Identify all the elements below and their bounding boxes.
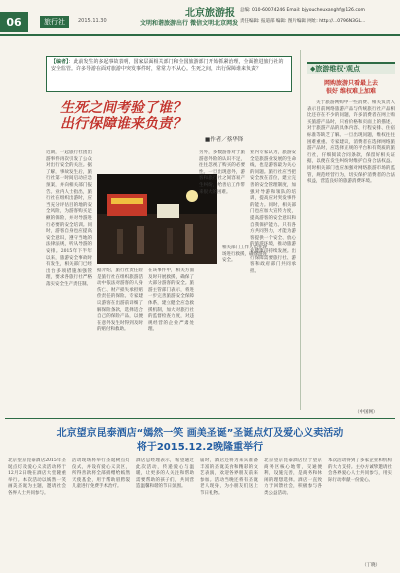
header-contact: 总编: 010-60074246 Email: bjyoucheuxanghf@126.com xyxy=(240,8,365,13)
section-label: 旅行社 xyxy=(40,16,69,28)
header-editors: 责任编辑: 报道部 编辑: 图片编辑 网址: http://...0796N3GL... xyxy=(240,19,366,24)
bottom-column-5: 北京望京昆泰酒店位于望京商务区核心地带，交通便利，设施完善，是商务和休闲的理想选择。酒店一直致力于回馈社会，积极参与各类公益活动。 xyxy=(264,458,322,496)
bottom-headline-2: 将于2015.12.2晚隆重举行 xyxy=(136,442,264,453)
column-divider xyxy=(300,50,301,410)
page-header xyxy=(0,4,400,46)
editors-note-text: ：此前发生的多起事故表明，国家层面相关部门和全国旅游部门开始抓紧治理，全面推进旅行社的安全监管。许多导游在面对旅游中突发事件时，常常力不从心。生死之间，出行保障谁来负责？ xyxy=(51,59,284,72)
article-author: ■作者／蔡华锋 xyxy=(205,137,244,143)
article-column-3: 在该事件中，相关方面及时开展救援，确保了大部分游客的安全。旅游主管部门表示，将进一步完善旅游安全保障体系，建立健全应急救援机制，加大对旅行社的监督检查力度，对违规经营的企业严肃处理。 xyxy=(148,268,194,333)
bottom-source: （丁晓） xyxy=(362,563,380,568)
article-column-1: 近期，一起旅行社团出游事件再次引发了公众对出行安全的关注。据了解，事故发生后，旅行社第一时间启动应急预案，并向相关部门报告。业内人士指出，旅行社在组织出游时，应当充分评估目的地的安全风险，为游客购买足额的保险，并对导游进行必要的安全培训。同时，游客自身也应提高安全意识，遵守当地的法律法规，听从导游的安排。2015年下半年以来，旅游安全事故时有发生，相关部门已经出台多项措施加强管理，要求各旅行社严格落实安全生产责任制。 xyxy=(46,150,92,287)
sidebar-title-line-1: 网购旅游只看最上去 xyxy=(323,80,378,87)
header-slogan: 文明和谐旅游出行 微信文明北京网发 xyxy=(140,20,239,27)
sidebar-title-line-2: 很好 维权难上加难 xyxy=(325,88,377,95)
page-number: 06 xyxy=(0,12,28,32)
bottom-rule xyxy=(5,418,395,419)
article-column-2: 据介绍，旅行社责任险是旅行社在组织旅游活动中依法对游客的人身伤亡、财产损失承担赔偿责任的保险。专家建议游客在出游前详细了解保险条款，选择适合自己的保险产品，以便在意外发生时得到及时的赔付和救助。 xyxy=(97,268,143,333)
newspaper-logo: 北京旅游报 xyxy=(185,8,235,19)
bottom-column-4: 届时，酒店还将为来宾准备丰富的圣诞美食和精彩的文艺表演，欢迎各界朋友前来参加。活动当晚还将有圣诞老人现身，为小朋友们送上节日礼物。 xyxy=(200,458,258,496)
editors-note xyxy=(46,56,292,92)
header-rule xyxy=(0,34,400,36)
editors-note-label: 【编者】 xyxy=(51,59,69,65)
article-column-4: 另外，多数游客对于旅游意外险的认识不足，往往忽视了购买的必要性。一旦出现意外，游客和旅行社之间容易产生纠纷，给善后工作带来很大的困难。 xyxy=(199,150,245,195)
photo-caption: 相关部门工作人员在现场进行救援，确保游客安全。 xyxy=(222,245,267,264)
bottom-column-3: 酒店总经理表示，希望通过此次活动，传递爱心与温暖，让更多的人关注和帮助需要帮助的孩子们，共同营造温馨和谐的节日氛围。 xyxy=(136,458,194,490)
sidebar-title xyxy=(307,80,395,96)
sidebar-body: 关于旅游网购中一些消费、相关负责人表示目前网络旅游产品与传统旅行社产品相比还存在不少的问题，许多消费者在网上购买旅游产品时，只看价格和页面上的描述，对于旅游产品的具体内容、行程安排、住宿标准等缺乏了解。一旦出现问题，维权往往困难重重。专家建议，消费者在选择网络旅游产品时，应选择正规的平台和有资质的旅行社，仔细阅读合同条款，保留好相关证据，以便在发生纠纷时维护自身合法权益。同时相关部门也应加强对网络旅游市场的监管，规范经营行为，切实保护消费者的合法权益，营造良好的旅游消费环境。 xyxy=(307,100,395,185)
article-headline xyxy=(60,100,290,132)
headline-line-2: 出行保障谁来负责？ xyxy=(60,116,186,132)
article-column-5: 业内专家认为，旅游安全是旅游业发展的生命线，也是游客最为关心的问题。旅行社应当把安全放在首位，建立完善的安全管理制度，加强对导游和领队的培训，提高应对突发事件的能力。同时，相关部门也应加大宣传力度，提高游客的安全意识和自我保护能力。只有各方共同努力，才能为游客提供一个安全、放心的旅游环境，推动旅游业健康可持续发展。出行保障需要旅行社、游客和政府部门共同承担。 xyxy=(250,150,296,274)
issue-date: 2015.11.30 xyxy=(78,18,107,24)
bottom-column-6: 本次活动得到了多家企业和机构的大力支持。主办方诚挚邀请社会各界爱心人士共同参与，用实际行动奉献一份爱心。 xyxy=(328,458,392,483)
bottom-headline-1: 北京望京昆泰酒店“嫣然一笑 画美圣诞”圣诞点灯及爱心义卖活动 xyxy=(56,428,344,439)
sidebar-section-head: ◆旅游维权·观点 xyxy=(307,62,395,74)
sidebar-source: （中国网） xyxy=(355,410,378,415)
bottom-column-2: 活动现场将举行圣诞树点灯仪式，并设有爱心义卖区，所得善款将全部捐赠给嫣然天使基金，用于帮助唇腭裂儿童进行免费手术治疗。 xyxy=(72,458,130,490)
headline-line-1: 生死之间考验了谁？ xyxy=(60,100,186,116)
bottom-column-1: 北京望京昆泰酒店2015年圣诞点灯及爱心义卖活动将于12月2日晚在酒店大堂隆重举行。本次活动以嫣然一笑 画美圣诞为主题，邀请社会各界人士共同参与。 xyxy=(8,458,66,496)
